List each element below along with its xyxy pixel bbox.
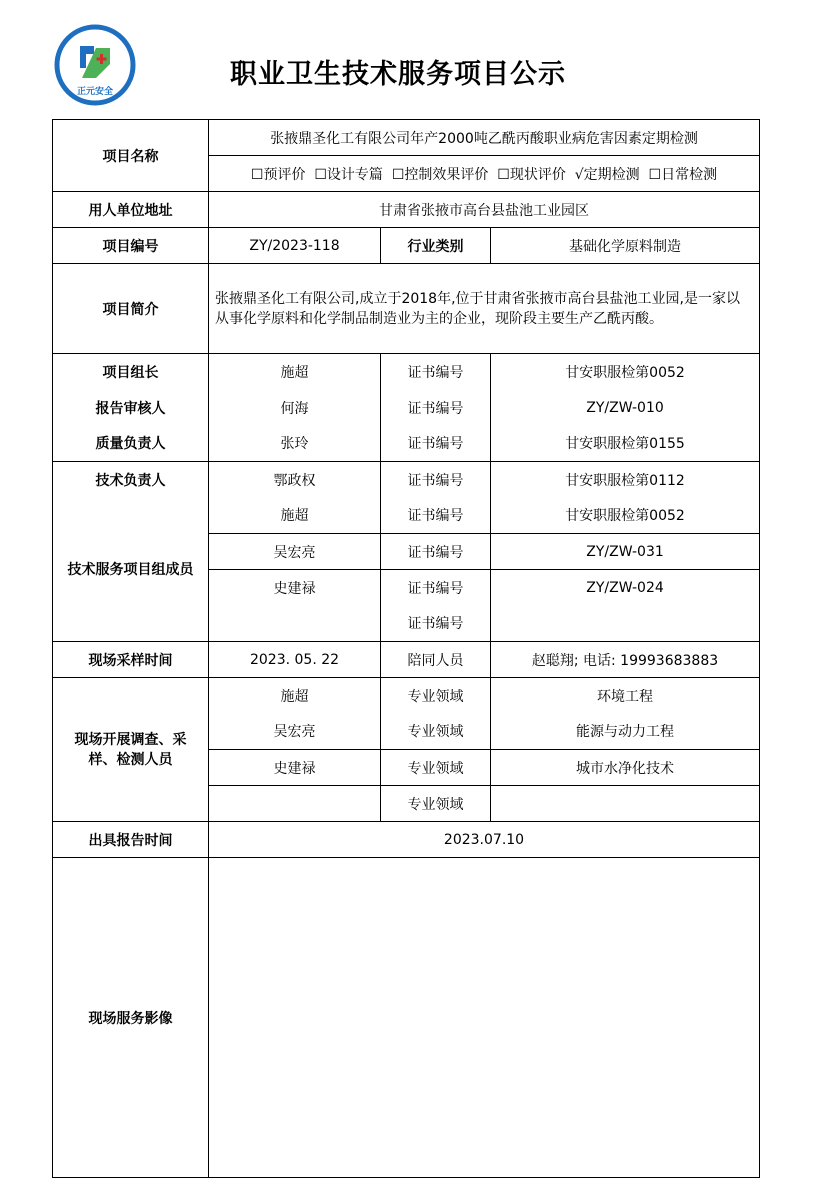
reviewer-cert: ZY/ZW-010: [491, 390, 760, 426]
logo-text: 正元安全: [76, 87, 114, 97]
company-logo-icon: [54, 24, 136, 106]
project-number: ZY/2023-118: [209, 228, 381, 264]
companion-label: 陪同人员: [381, 642, 491, 678]
quality-cert: 甘安职服检第0155: [491, 426, 760, 462]
member-name: 史建禄: [209, 570, 381, 606]
cert-label: 证书编号: [381, 570, 491, 606]
member-cert: 甘安职服检第0052: [491, 498, 760, 534]
intro-text: 张掖鼎圣化工有限公司,成立于2018年,位于甘肃省张掖市高台县盐池工业园,是一家以从事化学原料和化学制品制造业为主的企业，现阶段主要生产乙酰丙酸。: [209, 264, 760, 354]
page-title: 职业卫生技术服务项目公示: [230, 59, 566, 90]
leader-name: 施超: [209, 354, 381, 390]
project-number-label: 项目编号: [53, 228, 209, 264]
companion-value: 赵聪翔; 电话: 19993683883: [491, 642, 760, 678]
cert-label: 证书编号: [381, 462, 491, 498]
images-cell: [209, 858, 760, 1178]
cert-label: 证书编号: [381, 498, 491, 534]
project-name: 张掖鼎圣化工有限公司年产2000吨乙酰丙酸职业病危害因素定期检测: [209, 120, 760, 156]
address-label: 用人单位地址: [53, 192, 209, 228]
field-label: 专业领域: [381, 786, 491, 822]
member-cert: ZY/ZW-024: [491, 570, 760, 606]
survey-field: 能源与动力工程: [491, 714, 760, 750]
report-date: 2023.07.10: [209, 822, 760, 858]
reviewer-label: 报告审核人: [53, 390, 209, 426]
company-logo: [54, 24, 136, 106]
members-label: 技术服务项目组成员: [53, 498, 209, 642]
field-label: 专业领域: [381, 714, 491, 750]
member-cert: ZY/ZW-031: [491, 534, 760, 570]
evaluation-types: ☐预评价 ☐设计专篇 ☐控制效果评价 ☐现状评价 √定期检测 ☐日常检测: [209, 156, 760, 192]
reviewer-name: 何海: [209, 390, 381, 426]
photo-grid: [211, 1016, 757, 1020]
member-name: 施超: [209, 498, 381, 534]
quality-name: 张玲: [209, 426, 381, 462]
survey-field: 环境工程: [491, 678, 760, 714]
quality-label: 质量负责人: [53, 426, 209, 462]
field-label: 专业领域: [381, 678, 491, 714]
field-label: 专业领域: [381, 750, 491, 786]
survey-person: 史建禄: [209, 750, 381, 786]
cert-label: 证书编号: [381, 354, 491, 390]
tech-cert: 甘安职服检第0112: [491, 462, 760, 498]
cert-label: 证书编号: [381, 390, 491, 426]
cert-label: 证书编号: [381, 534, 491, 570]
report-time-label: 出具报告时间: [53, 822, 209, 858]
industry-value: 基础化学原料制造: [491, 228, 760, 264]
address-value: 甘肃省张掖市高台县盐池工业园区: [209, 192, 760, 228]
sampling-time-label: 现场采样时间: [53, 642, 209, 678]
member-name: 吴宏亮: [209, 534, 381, 570]
cert-label: 证书编号: [381, 426, 491, 462]
survey-label: 现场开展调查、采样、检测人员: [53, 678, 209, 822]
images-label: 现场服务影像: [53, 858, 209, 1178]
survey-person: 吴宏亮: [209, 714, 381, 750]
leader-label: 项目组长: [53, 354, 209, 390]
member-cert: [491, 606, 760, 642]
tech-label: 技术负责人: [53, 462, 209, 498]
industry-label: 行业类别: [381, 228, 491, 264]
project-table: [52, 119, 760, 1178]
survey-field: 城市水净化技术: [491, 750, 760, 786]
cert-label: 证书编号: [381, 606, 491, 642]
sampling-time: 2023. 05. 22: [209, 642, 381, 678]
survey-field: [491, 786, 760, 822]
survey-person: 施超: [209, 678, 381, 714]
intro-label: 项目简介: [53, 264, 209, 354]
member-name: [209, 606, 381, 642]
leader-cert: 甘安职服检第0052: [491, 354, 760, 390]
tech-name: 鄂政权: [209, 462, 381, 498]
project-name-label: 项目名称: [53, 120, 209, 192]
survey-person: [209, 786, 381, 822]
